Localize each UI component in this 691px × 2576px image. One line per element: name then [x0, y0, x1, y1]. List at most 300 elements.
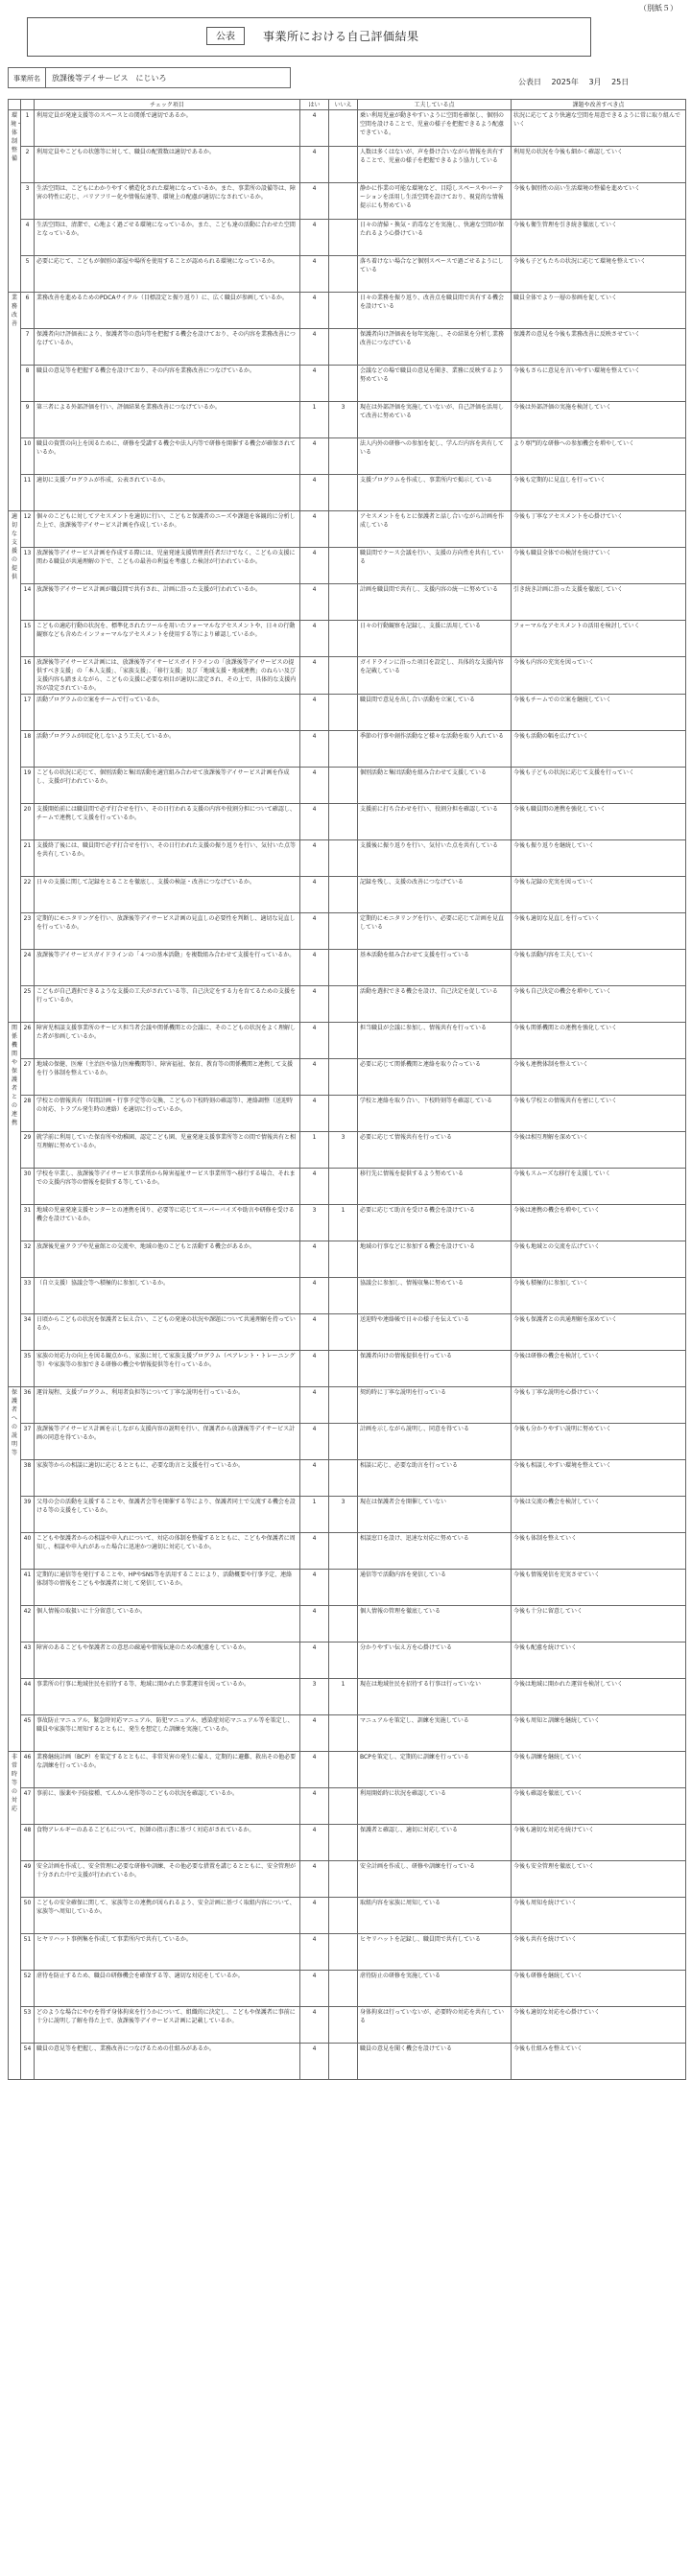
- issue-text: 今後は地域に開かれた運営を検討していく: [512, 1679, 686, 1715]
- check-item: 職員の資質の向上を図るために、研修を受講する機会や法人内等で研修を開催する機会が確保されているか。: [35, 438, 300, 475]
- item-number: 52: [21, 1971, 35, 2007]
- no-count: [329, 366, 358, 402]
- check-item: 家族の対応力の向上を図る観点から、家族に対して家族支援プログラム（ペアレント・トレーニング等）や家族等の参加できる研修の機会や情報提供等を行っているか。: [35, 1351, 300, 1387]
- no-count: [329, 1570, 358, 1606]
- yes-count: 4: [300, 1715, 329, 1752]
- item-number: 2: [21, 147, 35, 183]
- category-label: 保護者への説明等: [9, 1387, 21, 1752]
- effort-text: 契約時に丁寧な説明を行っている: [358, 1387, 512, 1424]
- item-number: 36: [21, 1387, 35, 1424]
- no-count: [329, 1533, 358, 1570]
- effort-text: 必要に応じて関係機関と連絡を取り合っている: [358, 1059, 512, 1096]
- yes-count: 4: [300, 1971, 329, 2007]
- table-row: [9, 256, 686, 293]
- check-item: 障害児相談支援事業所のサービス担当者会議や関係機関との会議に、そのこどもの状況をよく理解した者が参画しているか。: [35, 1023, 300, 1059]
- no-count: [329, 329, 358, 366]
- item-number: 6: [21, 293, 35, 329]
- issue-text: 引き続き計画に沿った支援を徹底していく: [512, 584, 686, 621]
- effort-text: 職員間で意見を出し合い活動を立案している: [358, 695, 512, 731]
- item-number: 3: [21, 183, 35, 220]
- check-item: 放課後等デイサービス計画を作成する際には、児童発達支援管理責任者だけでなく、こどもの支援に関わる職員が共通理解の下で、こどもの最善の利益を考慮した検討が行われているか。: [35, 548, 300, 584]
- no-count: [329, 1898, 358, 1934]
- yes-count: 4: [300, 366, 329, 402]
- table-row: [9, 2044, 686, 2080]
- item-number: 28: [21, 1096, 35, 1132]
- yes-count: 4: [300, 913, 329, 950]
- table-row: [9, 840, 686, 877]
- yes-count: 4: [300, 548, 329, 584]
- check-item: どのような場合にやむを得ず身体拘束を行うかについて、組織的に決定し、こどもや保護者に事前に十分に説明し了解を得た上で、放課後等デイサービス計画に記載しているか。: [35, 2007, 300, 2044]
- table-row: [9, 1241, 686, 1278]
- check-item: ヒヤリハット事例集を作成して事業所内で共有しているか。: [35, 1934, 300, 1971]
- check-item: 日頃からこどもの状況を保護者と伝え合い、こどもの発達の状況や課題について共通理解を持っているか。: [35, 1314, 300, 1351]
- title-box: [27, 17, 591, 57]
- table-row: [9, 1679, 686, 1715]
- table-row: [9, 1205, 686, 1241]
- item-number: 30: [21, 1169, 35, 1205]
- effort-text: マニュアルを策定し、訓練を実施している: [358, 1715, 512, 1752]
- no-count: [329, 2007, 358, 2044]
- yes-count: 4: [300, 695, 329, 731]
- effort-text: 移行先に情報を提供するよう努めている: [358, 1169, 512, 1205]
- category-label: 業務改善: [9, 293, 21, 511]
- effort-text: 必要に応じて助言を受ける機会を設けている: [358, 1205, 512, 1241]
- table-row: [9, 183, 686, 220]
- issue-text: 今後も確認を徹底していく: [512, 1788, 686, 1825]
- check-item: 必要に応じて、こどもが個別の部屋や場所を使用することが認められる環境になっているか。: [35, 256, 300, 293]
- check-item: 障害のあるこどもや保護者との意思の疎通や情報伝達のための配慮をしているか。: [35, 1642, 300, 1679]
- table-row: [9, 1059, 686, 1096]
- item-number: 22: [21, 877, 35, 913]
- effort-text: 活動を選択できる機会を設け、自己決定を促している: [358, 986, 512, 1023]
- item-number: 17: [21, 695, 35, 731]
- item-number: 49: [21, 1861, 35, 1898]
- item-number: 32: [21, 1241, 35, 1278]
- no-count: [329, 511, 358, 548]
- check-item: 家族等からの相談に適切に応じるとともに、必要な助言と支援を行っているか。: [35, 1460, 300, 1497]
- effort-text: 計画を示しながら説明し、同意を得ている: [358, 1424, 512, 1460]
- effort-text: 通信等で活動内容を発信している: [358, 1570, 512, 1606]
- table-row: [9, 329, 686, 366]
- check-item: 食物アレルギーのあるこどもについて、医師の指示書に基づく対応がされているか。: [35, 1825, 300, 1861]
- yes-count: 4: [300, 1169, 329, 1205]
- no-count: [329, 731, 358, 768]
- issue-text: 今後も地域との交流を広げていく: [512, 1241, 686, 1278]
- issue-text: 今後も丁寧なアセスメントを心掛けていく: [512, 511, 686, 548]
- item-number: 5: [21, 256, 35, 293]
- item-number: 35: [21, 1351, 35, 1387]
- yes-count: 4: [300, 584, 329, 621]
- check-item: 運営規程、支援プログラム、利用者負担等について丁寧な説明を行っているか。: [35, 1387, 300, 1424]
- effort-text: 学校と連絡を取り合い、下校時刻等を確認している: [358, 1096, 512, 1132]
- check-item: 放課後等デイサービスガイドラインの「４つの基本活動」を複数組み合わせて支援を行っているか。: [35, 950, 300, 986]
- table-row: [9, 1606, 686, 1642]
- no-count: [329, 438, 358, 475]
- item-number: 16: [21, 657, 35, 695]
- issue-text: 今後も積極的に参加していく: [512, 1278, 686, 1314]
- no-count: [329, 1387, 358, 1424]
- table-row: [9, 1788, 686, 1825]
- no-count: [329, 147, 358, 183]
- check-item: 安全計画を作成し、安全管理に必要な研修や訓練、その他必要な措置を講じるとともに、安全管理が十分された中で支援が行われているか。: [35, 1861, 300, 1898]
- item-number: 46: [21, 1752, 35, 1788]
- effort-text: 個人情報の管理を徹底している: [358, 1606, 512, 1642]
- item-number: 45: [21, 1715, 35, 1752]
- effort-text: 支援後に振り返りを行い、気付いた点を共有している: [358, 840, 512, 877]
- effort-text: 定期的にモニタリングを行い、必要に応じて計画を見直している: [358, 913, 512, 950]
- issue-text: 今後も適切な対応を心掛けていく: [512, 2007, 686, 2044]
- table-row: [9, 1278, 686, 1314]
- table-row: [9, 1715, 686, 1752]
- effort-text: 虐待防止の研修を実施している: [358, 1971, 512, 2007]
- check-item: こどもの状況に応じて、個別活動と集団活動を適宜組み合わせて放課後等デイサービス計画を作成し、支援が行われているか。: [35, 768, 300, 804]
- yes-count: 4: [300, 220, 329, 256]
- no-count: [329, 1023, 358, 1059]
- yes-count: 4: [300, 1898, 329, 1934]
- effort-text: 取組内容を家族に周知している: [358, 1898, 512, 1934]
- no-count: [329, 110, 358, 147]
- no-count: [329, 183, 358, 220]
- no-count: 1: [329, 1679, 358, 1715]
- table-row: [9, 731, 686, 768]
- effort-text: 会議などの場で職員の意見を聞き、業務に反映するよう努めている: [358, 366, 512, 402]
- no-count: [329, 1715, 358, 1752]
- table-row: [9, 1460, 686, 1497]
- header-yes: はい: [300, 100, 329, 110]
- issue-text: 職員全体でより一層の参画を促していく: [512, 293, 686, 329]
- yes-count: 4: [300, 1059, 329, 1096]
- effort-text: 計画を職員間で共有し、支援内容の統一に努めている: [358, 584, 512, 621]
- table-row: [9, 621, 686, 657]
- table-body: [9, 110, 686, 2080]
- effort-text: アセスメントをもとに保護者と話し合いながら計画を作成している: [358, 511, 512, 548]
- item-number: 40: [21, 1533, 35, 1570]
- issue-text: 今後も活動の幅を広げていく: [512, 731, 686, 768]
- no-count: [329, 1241, 358, 1278]
- check-item: 適切に支援プログラムが作成、公表されているか。: [35, 475, 300, 511]
- issue-text: 今後も周知と訓練を継続していく: [512, 1715, 686, 1752]
- pub-year: 2025年: [551, 78, 579, 86]
- yes-count: 4: [300, 1241, 329, 1278]
- no-count: 3: [329, 402, 358, 438]
- no-count: [329, 1424, 358, 1460]
- effort-text: BCPを策定し、定期的に訓練を行っている: [358, 1752, 512, 1788]
- yes-count: 4: [300, 1825, 329, 1861]
- no-count: [329, 220, 358, 256]
- table-row: [9, 548, 686, 584]
- issue-text: 今後も訓練を継続していく: [512, 1752, 686, 1788]
- effort-text: 地域の行事などに参加する機会を設けている: [358, 1241, 512, 1278]
- item-number: 43: [21, 1642, 35, 1679]
- table-row: [9, 1169, 686, 1205]
- item-number: 9: [21, 402, 35, 438]
- item-number: 24: [21, 950, 35, 986]
- check-item: 虐待を防止するため、職員の研修機会を確保する等、適切な対応をしているか。: [35, 1971, 300, 2007]
- effort-text: 現在は外部評価を実施していないが、自己評価を活用して改善に努めている: [358, 402, 512, 438]
- item-number: 25: [21, 986, 35, 1023]
- yes-count: 4: [300, 1934, 329, 1971]
- table-row: [9, 1825, 686, 1861]
- yes-count: 1: [300, 402, 329, 438]
- effort-text: 保護者向けの情報提供を行っている: [358, 1351, 512, 1387]
- issue-text: 今後も自己決定の機会を増やしていく: [512, 986, 686, 1023]
- yes-count: 4: [300, 657, 329, 695]
- effort-text: 現在は地域住民を招待する行事は行っていない: [358, 1679, 512, 1715]
- yes-count: 4: [300, 877, 329, 913]
- check-item: 事業所の行事に地域住民を招待する等、地域に開かれた事業運営を図っているか。: [35, 1679, 300, 1715]
- pub-month: 3月: [588, 78, 602, 86]
- yes-count: 4: [300, 1533, 329, 1570]
- effort-text: 協議会に参加し、情報収集に努めている: [358, 1278, 512, 1314]
- issue-text: 今後は研修の機会を検討していく: [512, 1351, 686, 1387]
- item-number: 38: [21, 1460, 35, 1497]
- yes-count: 3: [300, 1205, 329, 1241]
- item-number: 11: [21, 475, 35, 511]
- effort-text: 相談に応じ、必要な助言を行っている: [358, 1460, 512, 1497]
- check-item: こどもの適応行動の状況を、標準化されたツールを用いたフォーマルなアセスメントや、日々の行動観察なども含めたインフォーマルなアセスメントを使用する等により確認しているか。: [35, 621, 300, 657]
- no-count: [329, 986, 358, 1023]
- yes-count: 4: [300, 1606, 329, 1642]
- table-row: [9, 293, 686, 329]
- item-number: 39: [21, 1497, 35, 1533]
- table-row: [9, 1096, 686, 1132]
- yes-count: 1: [300, 1132, 329, 1169]
- table-row: [9, 1533, 686, 1570]
- check-item: 定期的にモニタリングを行い、放課後等デイサービス計画の見直しの必要性を判断し、適切な見直しを行っているか。: [35, 913, 300, 950]
- category-label: 非常時等の対応: [9, 1752, 21, 2080]
- yes-count: 4: [300, 768, 329, 804]
- table-row: [9, 1351, 686, 1387]
- item-number: 48: [21, 1825, 35, 1861]
- pub-day: 25日: [611, 78, 630, 86]
- no-count: 1: [329, 1205, 358, 1241]
- yes-count: 4: [300, 621, 329, 657]
- effort-text: 利用開始時に状況を確認している: [358, 1788, 512, 1825]
- issue-text: 今後も丁寧な説明を心掛けていく: [512, 1387, 686, 1424]
- no-count: [329, 1314, 358, 1351]
- no-count: [329, 1971, 358, 2007]
- effort-text: 個別活動と集団活動を組み合わせて支援している: [358, 768, 512, 804]
- issue-text: 今後は外部評価の実施を検討していく: [512, 402, 686, 438]
- item-number: 4: [21, 220, 35, 256]
- check-item: 個人情報の取扱いに十分留意しているか。: [35, 1606, 300, 1642]
- page-title: 事業所における自己評価結果: [263, 30, 419, 43]
- check-item: 活動プログラムの立案をチームで行っているか。: [35, 695, 300, 731]
- table-row: [9, 1424, 686, 1460]
- check-item: 学校との情報共有（年間計画・行事予定等の交換、こどもの下校時刻の確認等）、連絡調整（送迎時の対応、トラブル発生時の連絡）を適切に行っているか。: [35, 1096, 300, 1132]
- effort-text: 保護者と確認し、適切に対応している: [358, 1825, 512, 1861]
- issue-text: 今後も衛生管理を引き続き徹底していく: [512, 220, 686, 256]
- no-count: [329, 2044, 358, 2080]
- item-number: 50: [21, 1898, 35, 1934]
- table-row: [9, 804, 686, 840]
- yes-count: 4: [300, 183, 329, 220]
- issue-text: 今後も保護者との共通理解を深めていく: [512, 1314, 686, 1351]
- issue-text: 今後も内容の充実を図っていく: [512, 657, 686, 695]
- check-item: 支援開始前には職員間で必ず打合せを行い、その日行われる支援の内容や役割分担について確認し、チームで連携して支援を行っているか。: [35, 804, 300, 840]
- effort-text: 担当職員が会議に参加し、情報共有を行っている: [358, 1023, 512, 1059]
- no-count: [329, 1825, 358, 1861]
- issue-text: 今後も配慮を続けていく: [512, 1642, 686, 1679]
- table-row: [9, 438, 686, 475]
- no-count: [329, 950, 358, 986]
- item-number: 14: [21, 584, 35, 621]
- effort-text: 落ち着けない場合など個別スペースで過ごせるようにしている: [358, 256, 512, 293]
- table-row: [9, 220, 686, 256]
- no-count: [329, 768, 358, 804]
- no-count: [329, 1606, 358, 1642]
- no-count: [329, 1460, 358, 1497]
- effort-text: 職員の意見を聞く機会を設けている: [358, 2044, 512, 2080]
- issue-text: 今後は連携の機会を増やしていく: [512, 1205, 686, 1241]
- item-number: 31: [21, 1205, 35, 1241]
- effort-text: 支援前に打ち合わせを行い、役割分担を確認している: [358, 804, 512, 840]
- yes-count: 4: [300, 1752, 329, 1788]
- issue-text: 今後も適切な対応を続けていく: [512, 1825, 686, 1861]
- table-row: [9, 913, 686, 950]
- no-count: [329, 1934, 358, 1971]
- table-row: [9, 877, 686, 913]
- category-label: 環境・体制整備: [9, 110, 21, 293]
- issue-text: 今後も周知を続けていく: [512, 1898, 686, 1934]
- table-row: [9, 768, 686, 804]
- item-number: 41: [21, 1570, 35, 1606]
- check-item: 事前に、服薬や予防接種、てんかん発作等のこどもの状況を確認しているか。: [35, 1788, 300, 1825]
- effort-text: 日々の清掃・換気・消毒などを実施し、快適な空間が保たれるよう心掛けている: [358, 220, 512, 256]
- check-item: 日々の支援に関して記録をとることを徹底し、支援の検証・改善につなげているか。: [35, 877, 300, 913]
- yes-count: 4: [300, 731, 329, 768]
- item-number: 53: [21, 2007, 35, 2044]
- no-count: 3: [329, 1497, 358, 1533]
- no-count: [329, 256, 358, 293]
- effort-text: ヒヤリハットを記録し、職員間で共有している: [358, 1934, 512, 1971]
- effort-text: ガイドラインに沿った項目を設定し、具体的な支援内容を記載している: [358, 657, 512, 695]
- check-item: こどもや保護者からの相談や申入れについて、対応の体制を整備するとともに、こどもや保護者に周知し、相談や申入れがあった場合に迅速かつ適切に対応しているか。: [35, 1533, 300, 1570]
- table-row: [9, 1752, 686, 1788]
- table-row: [9, 2007, 686, 2044]
- check-item: 放課後等デイサービス計画が職員間で共有され、計画に沿った支援が行われているか。: [35, 584, 300, 621]
- issue-text: 今後も活動内容を工夫していく: [512, 950, 686, 986]
- issue-text: 今後も子どもたちの状況に応じて環境を整えていく: [512, 256, 686, 293]
- no-count: [329, 1788, 358, 1825]
- office-label: 事業所名: [8, 67, 46, 88]
- item-number: 20: [21, 804, 35, 840]
- check-item: 業務改善を進めるためのPDCAサイクル（目標設定と振り返り）に、広く職員が参画しているか。: [35, 293, 300, 329]
- effort-text: 乗い利用児童が動きやすいように空間を確保し、個別の空間を設けることで、児童の様子を把握できるよう配慮できている。: [358, 110, 512, 147]
- issue-text: 今後も研修を継続していく: [512, 1971, 686, 2007]
- yes-count: 4: [300, 438, 329, 475]
- issue-text: 今後も安全管理を徹底していく: [512, 1861, 686, 1898]
- table-row: [9, 1861, 686, 1898]
- yes-count: 4: [300, 986, 329, 1023]
- no-count: [329, 475, 358, 511]
- item-number: 33: [21, 1278, 35, 1314]
- issue-text: 今後も連携体制を整えていく: [512, 1059, 686, 1096]
- effort-text: 安全計画を作成し、研修や訓練を行っている: [358, 1861, 512, 1898]
- yes-count: 4: [300, 511, 329, 548]
- check-item: 支援終了後には、職員間で必ず打合せを行い、その日行われた支援の振り返りを行い、気付いた点等を共有しているか。: [35, 840, 300, 877]
- item-number: 18: [21, 731, 35, 768]
- effort-text: 現在は保護者会を開催していない: [358, 1497, 512, 1533]
- effort-text: 人数は多くはないが、声を掛け合いながら情報を共有することで、児童の様子を把握できるよう協力している: [358, 147, 512, 183]
- check-item: 利用定員が発達支援等のスペースとの関係で適切であるか。: [35, 110, 300, 147]
- check-item: 第三者による外部評価を行い、評価結果を業務改善につなげているか。: [35, 402, 300, 438]
- table-row: [9, 1132, 686, 1169]
- table-row: [9, 1497, 686, 1533]
- category-label: 適切な支援の提供: [9, 511, 21, 1023]
- yes-count: 3: [300, 1679, 329, 1715]
- item-number: 15: [21, 621, 35, 657]
- no-count: [329, 1642, 358, 1679]
- check-item: 業務継続計画（BCP）を策定するとともに、非常災害の発生に備え、定期的に避難、救出その他必要な訓練を行っているか。: [35, 1752, 300, 1788]
- category-label: 関係機関や保護者との連携: [9, 1023, 21, 1387]
- check-item: 職員の意見等を把握する機会を設けており、その内容を業務改善につなげているか。: [35, 366, 300, 402]
- check-item: 放課後等デイサービス計画には、放課後等デイサービスガイドラインの「放課後等デイサービスの提供すべき支援」の「本人支援」、「家族支援」、「移行支援」及び「地域支援・地域連携」のねらい及び支援内容も踏まえながら、こどもの支援に必要な項目が適切に設定され、その上で、具体的な支援内容が設定されているか。: [35, 657, 300, 695]
- yes-count: 4: [300, 1278, 329, 1314]
- item-number: 42: [21, 1606, 35, 1642]
- no-count: [329, 1169, 358, 1205]
- yes-count: 4: [300, 329, 329, 366]
- table-row: [9, 986, 686, 1023]
- table-row: [9, 1934, 686, 1971]
- issue-text: フォーマルなアセスメントの活用を検討していく: [512, 621, 686, 657]
- table-row: [9, 584, 686, 621]
- check-item: 保護者向け評価表により、保護者等の意向等を把握する機会を設けており、その内容を業務改善につなげているか。: [35, 329, 300, 366]
- effort-text: 相談窓口を設け、迅速な対応に努めている: [358, 1533, 512, 1570]
- table-row: [9, 1387, 686, 1424]
- check-item: 放課後児童クラブや児童館との交流や、地域の他のこどもと活動する機会があるか。: [35, 1241, 300, 1278]
- yes-count: 4: [300, 950, 329, 986]
- no-count: [329, 804, 358, 840]
- item-number: 51: [21, 1934, 35, 1971]
- kohyo-label: 公表: [206, 27, 245, 45]
- effort-text: 分かりやすい伝え方を心掛けている: [358, 1642, 512, 1679]
- effort-text: 日々の業務を振り返り、改善点を職員間で共有する機会を設けている: [358, 293, 512, 329]
- no-count: [329, 584, 358, 621]
- effort-text: 職員間でケース会議を行い、支援の方向性を共有している: [358, 548, 512, 584]
- issue-text: 今後も分かりやすい説明に努めていく: [512, 1424, 686, 1460]
- table-row: [9, 657, 686, 695]
- issue-text: 保護者の意見を今後も業務改善に反映させていく: [512, 329, 686, 366]
- check-item: こどもの安全確保に関して、家族等との連携が図られるよう、安全計画に基づく取組内容について、家族等へ周知しているか。: [35, 1898, 300, 1934]
- issue-text: より専門的な研修への参加機会を増やしていく: [512, 438, 686, 475]
- no-count: [329, 1278, 358, 1314]
- item-number: 1: [21, 110, 35, 147]
- issue-text: 今後もスムーズな移行を支援していく: [512, 1169, 686, 1205]
- table-row: [9, 147, 686, 183]
- yes-count: 4: [300, 1351, 329, 1387]
- issue-text: 今後もさらに意見を言いやすい環境を整えていく: [512, 366, 686, 402]
- no-count: [329, 293, 358, 329]
- issue-text: 利用児の状況を今後も細かく確認していく: [512, 147, 686, 183]
- issue-text: 今後も職員全体での検討を続けていく: [512, 548, 686, 584]
- yes-count: 4: [300, 147, 329, 183]
- issue-text: 今後も情報発信を充実させていく: [512, 1570, 686, 1606]
- item-number: 23: [21, 913, 35, 950]
- no-count: [329, 1752, 358, 1788]
- item-number: 8: [21, 366, 35, 402]
- table-row: [9, 1642, 686, 1679]
- item-number: 29: [21, 1132, 35, 1169]
- check-item: 定期的に通信等を発行することや、HPやSNS等を活用することにより、活動概要や行事予定、連絡体制等の情報をこどもや保護者に対して発信しているか。: [35, 1570, 300, 1606]
- pub-label: 公表日: [518, 78, 541, 86]
- issue-text: 今後も仕組みを整えていく: [512, 2044, 686, 2080]
- header-no: いいえ: [329, 100, 358, 110]
- table-row: [9, 475, 686, 511]
- item-number: 47: [21, 1788, 35, 1825]
- no-count: [329, 877, 358, 913]
- issue-text: 今後も職員間の連携を強化していく: [512, 804, 686, 840]
